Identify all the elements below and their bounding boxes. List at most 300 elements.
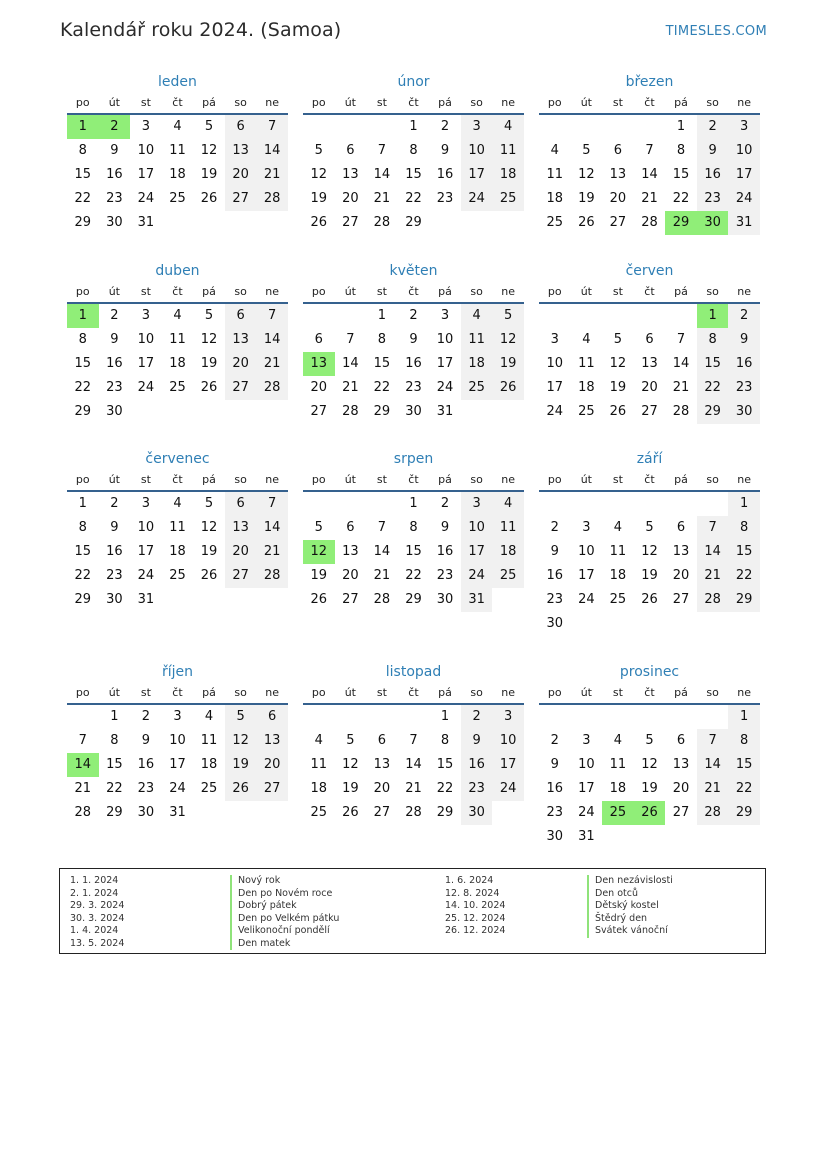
day-cell[interactable]: 10 (578, 757, 595, 772)
day-cell[interactable]: 1 (676, 119, 686, 134)
day-cell[interactable]: 3 (550, 332, 559, 347)
day-cell[interactable]: 29 (74, 592, 92, 607)
day-cell[interactable]: 11 (169, 332, 186, 347)
day-cell[interactable]: 2 (141, 709, 151, 724)
day-cell[interactable]: 13 (641, 356, 658, 371)
day-cell[interactable]: 26 (225, 777, 257, 801)
day-cell[interactable]: 23 (137, 781, 155, 796)
day-cell[interactable]: 17 (436, 356, 454, 371)
day-cell[interactable]: 13 (342, 544, 359, 559)
day-cell[interactable]: 4 (613, 733, 623, 748)
holiday-day-cell[interactable]: 12 (303, 540, 335, 564)
day-cell[interactable]: 19 (200, 167, 218, 182)
day-cell[interactable]: 1 (377, 308, 387, 323)
day-cell[interactable]: 30 (405, 404, 422, 419)
day-cell[interactable]: 6 (256, 705, 288, 729)
day-cell[interactable]: 22 (728, 777, 760, 801)
day-cell[interactable]: 11 (492, 139, 524, 163)
day-cell[interactable]: 17 (137, 356, 155, 371)
day-cell[interactable]: 4 (461, 304, 493, 328)
day-cell[interactable]: 23 (106, 568, 123, 583)
day-cell[interactable]: 18 (169, 356, 186, 371)
day-cell[interactable]: 5 (204, 119, 214, 134)
day-cell[interactable]: 12 (200, 520, 218, 535)
day-cell[interactable]: 5 (613, 332, 623, 347)
day-cell[interactable]: 21 (697, 564, 729, 588)
day-cell[interactable]: 1 (728, 705, 760, 729)
day-cell[interactable]: 16 (461, 753, 493, 777)
day-cell[interactable]: 4 (492, 115, 524, 139)
day-cell[interactable]: 2 (550, 733, 559, 748)
holiday-day-cell[interactable]: 29 (665, 211, 697, 235)
day-cell[interactable]: 4 (550, 143, 559, 158)
day-cell[interactable]: 21 (256, 540, 288, 564)
day-cell[interactable]: 9 (110, 520, 119, 535)
day-cell[interactable]: 6 (314, 332, 323, 347)
day-cell[interactable]: 26 (641, 592, 658, 607)
day-cell[interactable]: 22 (728, 564, 760, 588)
day-cell[interactable]: 8 (409, 520, 418, 535)
day-cell[interactable]: 3 (728, 115, 760, 139)
day-cell[interactable]: 14 (697, 753, 729, 777)
day-cell[interactable]: 5 (204, 308, 214, 323)
day-cell[interactable]: 18 (310, 781, 328, 796)
day-cell[interactable]: 6 (225, 115, 257, 139)
day-cell[interactable]: 22 (106, 781, 123, 796)
day-cell[interactable]: 25 (578, 404, 595, 419)
day-cell[interactable]: 10 (461, 139, 493, 163)
day-cell[interactable]: 12 (200, 143, 218, 158)
day-cell[interactable]: 6 (346, 143, 355, 158)
day-cell[interactable]: 24 (137, 568, 155, 583)
day-cell[interactable]: 24 (461, 187, 493, 211)
day-cell[interactable]: 20 (225, 352, 257, 376)
day-cell[interactable]: 21 (256, 352, 288, 376)
day-cell[interactable]: 29 (74, 215, 92, 230)
day-cell[interactable]: 7 (645, 143, 654, 158)
day-cell[interactable]: 1 (728, 492, 760, 516)
day-cell[interactable]: 3 (461, 115, 493, 139)
day-cell[interactable]: 17 (578, 781, 595, 796)
day-cell[interactable]: 27 (256, 777, 288, 801)
day-cell[interactable]: 27 (310, 404, 328, 419)
day-cell[interactable]: 12 (200, 332, 218, 347)
day-cell[interactable]: 1 (409, 496, 418, 511)
day-cell[interactable]: 5 (314, 520, 323, 535)
day-cell[interactable]: 8 (697, 328, 729, 352)
day-cell[interactable]: 3 (141, 119, 151, 134)
day-cell[interactable]: 15 (74, 356, 92, 371)
day-cell[interactable]: 17 (461, 540, 493, 564)
day-cell[interactable]: 9 (110, 143, 119, 158)
day-cell[interactable]: 28 (373, 215, 391, 230)
day-cell[interactable]: 9 (461, 729, 493, 753)
day-cell[interactable]: 12 (492, 328, 524, 352)
day-cell[interactable]: 8 (110, 733, 119, 748)
day-cell[interactable]: 12 (310, 167, 328, 182)
day-cell[interactable]: 8 (78, 520, 87, 535)
day-cell[interactable]: 19 (641, 568, 658, 583)
day-cell[interactable]: 7 (346, 332, 355, 347)
day-cell[interactable]: 3 (141, 308, 151, 323)
day-cell[interactable]: 28 (256, 376, 288, 400)
day-cell[interactable]: 4 (173, 119, 182, 134)
day-cell[interactable]: 24 (461, 564, 493, 588)
day-cell[interactable]: 23 (436, 191, 454, 206)
day-cell[interactable]: 9 (728, 328, 760, 352)
day-cell[interactable]: 27 (225, 376, 257, 400)
day-cell[interactable]: 26 (200, 191, 218, 206)
day-cell[interactable]: 17 (137, 544, 155, 559)
day-cell[interactable]: 11 (310, 757, 328, 772)
day-cell[interactable]: 11 (461, 328, 493, 352)
day-cell[interactable]: 27 (609, 215, 627, 230)
day-cell[interactable]: 11 (609, 544, 627, 559)
day-cell[interactable]: 12 (641, 757, 658, 772)
day-cell[interactable]: 11 (200, 733, 218, 748)
day-cell[interactable]: 27 (342, 592, 359, 607)
day-cell[interactable]: 10 (436, 332, 454, 347)
day-cell[interactable]: 12 (641, 544, 658, 559)
day-cell[interactable]: 18 (169, 544, 186, 559)
day-cell[interactable]: 24 (546, 404, 564, 419)
day-cell[interactable]: 24 (492, 777, 524, 801)
day-cell[interactable]: 14 (373, 544, 391, 559)
day-cell[interactable]: 15 (436, 757, 454, 772)
day-cell[interactable]: 7 (409, 733, 418, 748)
day-cell[interactable]: 14 (697, 540, 729, 564)
day-cell[interactable]: 23 (106, 380, 123, 395)
day-cell[interactable]: 16 (106, 167, 123, 182)
day-cell[interactable]: 11 (609, 757, 627, 772)
day-cell[interactable]: 21 (672, 380, 690, 395)
day-cell[interactable]: 25 (200, 781, 218, 796)
day-cell[interactable]: 18 (609, 781, 627, 796)
day-cell[interactable]: 30 (546, 829, 564, 844)
day-cell[interactable]: 20 (641, 380, 658, 395)
day-cell[interactable]: 13 (373, 757, 391, 772)
holiday-day-cell[interactable]: 26 (634, 801, 666, 825)
day-cell[interactable]: 9 (550, 757, 559, 772)
day-cell[interactable]: 24 (169, 781, 186, 796)
day-cell[interactable]: 8 (409, 143, 418, 158)
day-cell[interactable]: 16 (405, 356, 422, 371)
day-cell[interactable]: 6 (645, 332, 654, 347)
day-cell[interactable]: 17 (728, 163, 760, 187)
day-cell[interactable]: 8 (676, 143, 686, 158)
day-cell[interactable]: 26 (310, 592, 328, 607)
day-cell[interactable]: 16 (728, 352, 760, 376)
day-cell[interactable]: 21 (697, 777, 729, 801)
day-cell[interactable]: 30 (137, 805, 155, 820)
day-cell[interactable]: 27 (641, 404, 658, 419)
day-cell[interactable]: 31 (578, 829, 595, 844)
day-cell[interactable]: 20 (225, 163, 257, 187)
day-cell[interactable]: 29 (436, 805, 454, 820)
day-cell[interactable]: 18 (492, 540, 524, 564)
day-cell[interactable]: 2 (110, 496, 119, 511)
holiday-day-cell[interactable]: 25 (602, 801, 634, 825)
day-cell[interactable]: 18 (492, 163, 524, 187)
day-cell[interactable]: 21 (405, 781, 422, 796)
day-cell[interactable]: 18 (609, 568, 627, 583)
day-cell[interactable]: 7 (256, 304, 288, 328)
day-cell[interactable]: 22 (74, 191, 92, 206)
day-cell[interactable]: 30 (106, 215, 123, 230)
day-cell[interactable]: 22 (74, 380, 92, 395)
day-cell[interactable]: 24 (137, 380, 155, 395)
day-cell[interactable]: 14 (405, 757, 422, 772)
day-cell[interactable]: 4 (613, 520, 623, 535)
day-cell[interactable]: 29 (373, 404, 391, 419)
day-cell[interactable]: 14 (256, 139, 288, 163)
day-cell[interactable]: 16 (436, 167, 454, 182)
day-cell[interactable]: 15 (728, 540, 760, 564)
day-cell[interactable]: 10 (461, 516, 493, 540)
day-cell[interactable]: 3 (461, 492, 493, 516)
day-cell[interactable]: 26 (342, 805, 359, 820)
holiday-day-cell[interactable]: 14 (67, 753, 99, 777)
day-cell[interactable]: 23 (697, 187, 729, 211)
day-cell[interactable]: 9 (141, 733, 151, 748)
day-cell[interactable]: 18 (461, 352, 493, 376)
day-cell[interactable]: 14 (342, 356, 359, 371)
day-cell[interactable]: 6 (613, 143, 623, 158)
day-cell[interactable]: 9 (697, 139, 729, 163)
day-cell[interactable]: 16 (106, 544, 123, 559)
day-cell[interactable]: 27 (342, 215, 359, 230)
day-cell[interactable]: 22 (405, 191, 422, 206)
day-cell[interactable]: 16 (697, 163, 729, 187)
day-cell[interactable]: 3 (141, 496, 151, 511)
day-cell[interactable]: 10 (137, 332, 155, 347)
day-cell[interactable]: 22 (373, 380, 391, 395)
day-cell[interactable]: 11 (169, 143, 186, 158)
day-cell[interactable]: 5 (314, 143, 323, 158)
day-cell[interactable]: 5 (645, 733, 654, 748)
day-cell[interactable]: 7 (377, 520, 387, 535)
day-cell[interactable]: 7 (78, 733, 87, 748)
day-cell[interactable]: 10 (137, 143, 155, 158)
day-cell[interactable]: 20 (256, 753, 288, 777)
holiday-day-cell[interactable]: 30 (697, 211, 729, 235)
day-cell[interactable]: 30 (106, 404, 123, 419)
day-cell[interactable]: 20 (342, 191, 359, 206)
day-cell[interactable]: 27 (225, 187, 257, 211)
day-cell[interactable]: 30 (106, 592, 123, 607)
day-cell[interactable]: 21 (256, 163, 288, 187)
day-cell[interactable]: 10 (492, 729, 524, 753)
day-cell[interactable]: 18 (169, 167, 186, 182)
day-cell[interactable]: 2 (550, 520, 559, 535)
day-cell[interactable]: 27 (672, 805, 690, 820)
day-cell[interactable]: 3 (582, 733, 591, 748)
day-cell[interactable]: 1 (78, 496, 87, 511)
day-cell[interactable]: 26 (310, 215, 328, 230)
day-cell[interactable]: 29 (106, 805, 123, 820)
day-cell[interactable]: 9 (110, 332, 119, 347)
day-cell[interactable]: 17 (137, 167, 155, 182)
day-cell[interactable]: 8 (377, 332, 387, 347)
day-cell[interactable]: 15 (728, 753, 760, 777)
day-cell[interactable]: 23 (405, 380, 422, 395)
day-cell[interactable]: 31 (137, 592, 155, 607)
day-cell[interactable]: 1 (409, 119, 418, 134)
day-cell[interactable]: 6 (225, 492, 257, 516)
day-cell[interactable]: 2 (440, 496, 450, 511)
day-cell[interactable]: 10 (546, 356, 564, 371)
day-cell[interactable]: 19 (578, 191, 595, 206)
day-cell[interactable]: 29 (697, 400, 729, 424)
day-cell[interactable]: 1 (110, 709, 119, 724)
day-cell[interactable]: 26 (492, 376, 524, 400)
day-cell[interactable]: 19 (641, 781, 658, 796)
day-cell[interactable]: 3 (173, 709, 182, 724)
day-cell[interactable]: 28 (697, 801, 729, 825)
day-cell[interactable]: 24 (578, 805, 595, 820)
day-cell[interactable]: 16 (106, 356, 123, 371)
day-cell[interactable]: 23 (461, 777, 493, 801)
day-cell[interactable]: 16 (546, 568, 564, 583)
day-cell[interactable]: 9 (440, 520, 450, 535)
day-cell[interactable]: 6 (377, 733, 387, 748)
day-cell[interactable]: 14 (373, 167, 391, 182)
day-cell[interactable]: 2 (697, 115, 729, 139)
day-cell[interactable]: 31 (137, 215, 155, 230)
day-cell[interactable]: 28 (641, 215, 658, 230)
day-cell[interactable]: 5 (492, 304, 524, 328)
day-cell[interactable]: 25 (609, 592, 627, 607)
day-cell[interactable]: 22 (672, 191, 690, 206)
day-cell[interactable]: 25 (546, 215, 564, 230)
day-cell[interactable]: 12 (342, 757, 359, 772)
day-cell[interactable]: 21 (342, 380, 359, 395)
day-cell[interactable]: 24 (578, 592, 595, 607)
day-cell[interactable]: 21 (373, 191, 391, 206)
day-cell[interactable]: 31 (461, 588, 493, 612)
day-cell[interactable]: 23 (728, 376, 760, 400)
day-cell[interactable]: 19 (492, 352, 524, 376)
day-cell[interactable]: 5 (225, 705, 257, 729)
day-cell[interactable]: 20 (342, 568, 359, 583)
day-cell[interactable]: 15 (74, 167, 92, 182)
day-cell[interactable]: 20 (609, 191, 627, 206)
day-cell[interactable]: 28 (373, 592, 391, 607)
day-cell[interactable]: 2 (728, 304, 760, 328)
day-cell[interactable]: 2 (440, 119, 450, 134)
day-cell[interactable]: 13 (672, 544, 690, 559)
day-cell[interactable]: 10 (728, 139, 760, 163)
day-cell[interactable]: 11 (546, 167, 564, 182)
day-cell[interactable]: 7 (676, 332, 686, 347)
day-cell[interactable]: 8 (728, 516, 760, 540)
day-cell[interactable]: 1 (440, 709, 450, 724)
day-cell[interactable]: 29 (405, 592, 422, 607)
day-cell[interactable]: 23 (106, 191, 123, 206)
day-cell[interactable]: 18 (546, 191, 564, 206)
day-cell[interactable]: 3 (492, 705, 524, 729)
day-cell[interactable]: 25 (310, 805, 328, 820)
day-cell[interactable]: 24 (728, 187, 760, 211)
day-cell[interactable]: 31 (436, 404, 454, 419)
day-cell[interactable]: 28 (697, 588, 729, 612)
day-cell[interactable]: 13 (672, 757, 690, 772)
day-cell[interactable]: 31 (728, 211, 760, 235)
day-cell[interactable]: 3 (582, 520, 591, 535)
day-cell[interactable]: 28 (74, 805, 92, 820)
day-cell[interactable]: 25 (169, 568, 186, 583)
holiday-day-cell[interactable]: 1 (697, 304, 729, 328)
day-cell[interactable]: 10 (578, 544, 595, 559)
day-cell[interactable]: 2 (110, 308, 119, 323)
day-cell[interactable]: 17 (546, 380, 564, 395)
day-cell[interactable]: 12 (609, 356, 627, 371)
day-cell[interactable]: 15 (106, 757, 123, 772)
day-cell[interactable]: 27 (225, 564, 257, 588)
day-cell[interactable]: 25 (169, 191, 186, 206)
day-cell[interactable]: 25 (492, 564, 524, 588)
day-cell[interactable]: 4 (582, 332, 591, 347)
day-cell[interactable]: 23 (436, 568, 454, 583)
day-cell[interactable]: 15 (672, 167, 690, 182)
day-cell[interactable]: 30 (461, 801, 493, 825)
day-cell[interactable]: 26 (200, 380, 218, 395)
day-cell[interactable]: 30 (436, 592, 454, 607)
day-cell[interactable]: 25 (461, 376, 493, 400)
day-cell[interactable]: 22 (436, 781, 454, 796)
day-cell[interactable]: 6 (225, 304, 257, 328)
day-cell[interactable]: 20 (672, 568, 690, 583)
day-cell[interactable]: 23 (546, 805, 564, 820)
day-cell[interactable]: 13 (609, 167, 627, 182)
day-cell[interactable]: 7 (256, 115, 288, 139)
day-cell[interactable]: 17 (578, 568, 595, 583)
day-cell[interactable]: 16 (436, 544, 454, 559)
day-cell[interactable]: 12 (578, 167, 595, 182)
day-cell[interactable]: 29 (405, 215, 422, 230)
holiday-day-cell[interactable]: 13 (303, 352, 335, 376)
day-cell[interactable]: 28 (672, 404, 690, 419)
day-cell[interactable]: 14 (672, 356, 690, 371)
day-cell[interactable]: 30 (728, 400, 760, 424)
day-cell[interactable]: 9 (550, 544, 559, 559)
day-cell[interactable]: 19 (310, 191, 328, 206)
day-cell[interactable]: 18 (578, 380, 595, 395)
day-cell[interactable]: 7 (256, 492, 288, 516)
day-cell[interactable]: 21 (74, 781, 92, 796)
day-cell[interactable]: 5 (346, 733, 355, 748)
day-cell[interactable]: 29 (74, 404, 92, 419)
day-cell[interactable]: 2 (461, 705, 493, 729)
day-cell[interactable]: 8 (78, 332, 87, 347)
day-cell[interactable]: 8 (728, 729, 760, 753)
day-cell[interactable]: 26 (578, 215, 595, 230)
day-cell[interactable]: 5 (645, 520, 654, 535)
day-cell[interactable]: 6 (346, 520, 355, 535)
day-cell[interactable]: 20 (225, 540, 257, 564)
day-cell[interactable]: 31 (169, 805, 186, 820)
day-cell[interactable]: 13 (225, 516, 257, 540)
day-cell[interactable]: 22 (74, 568, 92, 583)
brand-logo[interactable]: TIMESLES.COM (665, 24, 767, 39)
holiday-day-cell[interactable]: 1 (67, 115, 99, 139)
day-cell[interactable]: 17 (492, 753, 524, 777)
day-cell[interactable]: 6 (676, 733, 686, 748)
day-cell[interactable]: 15 (74, 544, 92, 559)
day-cell[interactable]: 20 (310, 380, 328, 395)
day-cell[interactable]: 24 (137, 191, 155, 206)
day-cell[interactable]: 12 (225, 729, 257, 753)
